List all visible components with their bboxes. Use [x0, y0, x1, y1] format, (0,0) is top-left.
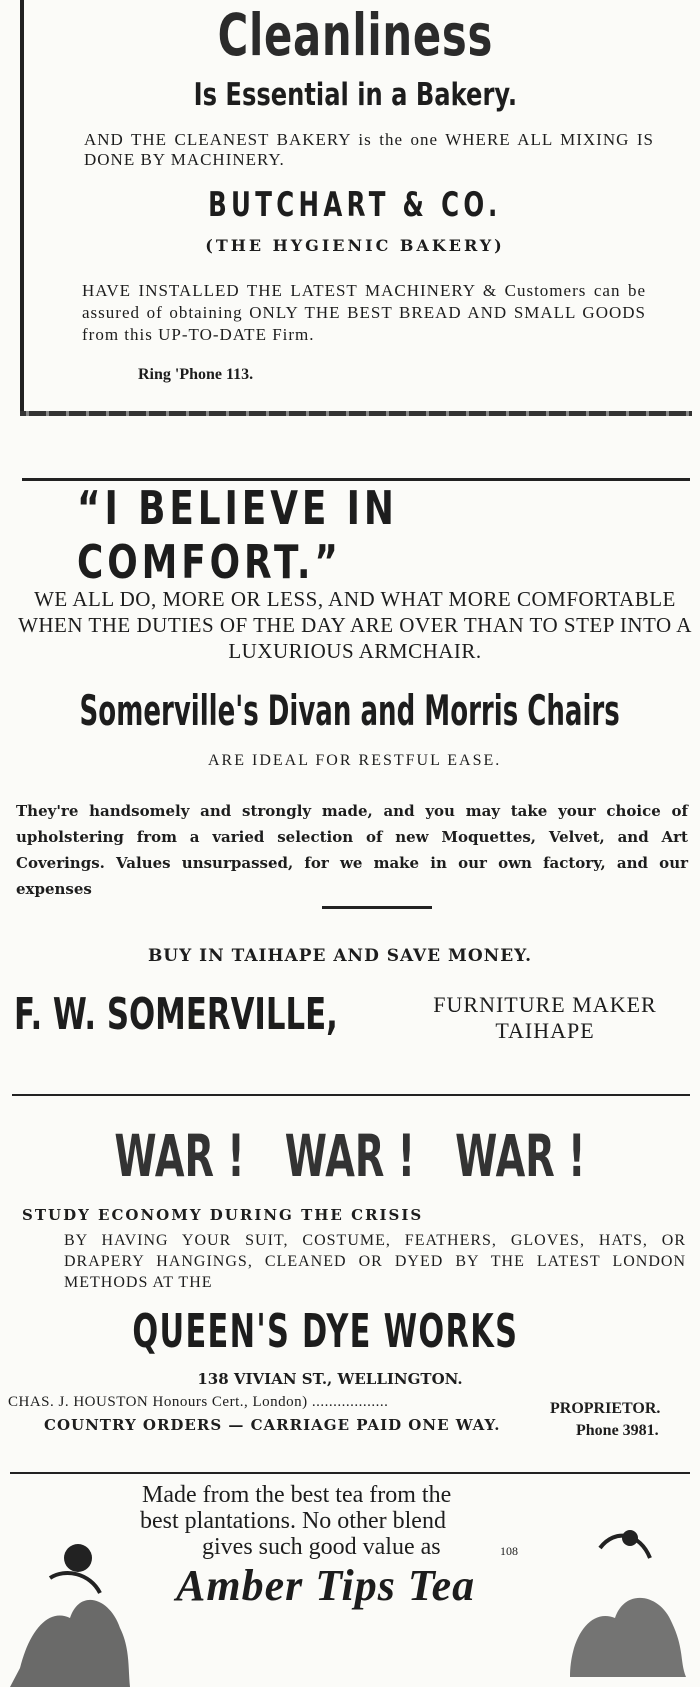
comfort-town: TAIHAPE [495, 1018, 595, 1043]
bakery-intro: AND THE CLEANEST BAKERY is the one WHERE ALL MIXING IS DONE BY MACHINERY. [84, 130, 654, 169]
ad-border-left [20, 0, 24, 412]
war-phone: Phone 3981. [576, 1422, 659, 1439]
war-study: STUDY ECONOMY DURING THE CRISIS [22, 1206, 424, 1224]
tea-line-2: best plantations. No other blend [140, 1508, 446, 1534]
comfort-maker: F. W. SOMERVILLE, [14, 988, 338, 1040]
divider [322, 906, 432, 909]
bakery-body: HAVE INSTALLED THE LATEST MACHINERY & Customers can be assured of obtaining ONLY THE BEST BREAD AND SMALL GOODS from this UP-TO-DATE Firm. [82, 281, 646, 344]
war-body: BY HAVING YOUR SUIT, COSTUME, FEATHERS, GLOVES, HATS, OR DRAPERY HANGINGS, CLEANED OR DYED BY THE LATEST LONDON METHODS AT THE [64, 1232, 686, 1291]
column-rule [12, 1094, 690, 1096]
ad-border-bottom [20, 411, 692, 416]
tea-bush-illustration-left [10, 1518, 140, 1687]
tea-ref: 108 [500, 1544, 518, 1558]
bakery-company: BUTCHART & CO. [208, 185, 502, 225]
tea-advertisement [0, 1478, 700, 1647]
comfort-trade: FURNITURE MAKER [433, 992, 657, 1017]
tea-brand: Amber Tips Tea [176, 1561, 476, 1610]
war-proprietor-title: PROPRIETOR. [550, 1400, 661, 1417]
comfort-slogan: BUY IN TAIHAPE AND SAVE MONEY. [147, 946, 533, 966]
bakery-phone: Ring 'Phone 113. [138, 366, 254, 383]
tea-line-3: gives such good value as [202, 1534, 441, 1560]
comfort-intro: WE ALL DO, MORE OR LESS, AND WHAT MORE COMFORTABLE WHEN THE DUTIES OF THE DAY ARE OVER THAN TO STEP INTO A LUXURIOUS ARMCHAIR. [18, 587, 692, 663]
war-company: QUEEN'S DYE WORKS [132, 1304, 518, 1358]
war-orders: COUNTRY ORDERS — CARRIAGE PAID ONE WAY. [44, 1416, 501, 1434]
comfort-headline: “I BELIEVE IN COMFORT.” [77, 481, 398, 589]
bakery-headline: Cleanliness [217, 1, 493, 69]
tea-line-1: Made from the best tea from the [142, 1482, 452, 1508]
bakery-tagline: (THE HYGIENIC BAKERY) [205, 236, 505, 255]
bakery-subheadline: Is Essential in a Bakery. [193, 77, 517, 113]
war-proprietor: CHAS. J. HOUSTON Honours Cert., London) .................. [8, 1394, 389, 1410]
dye-works-advertisement [0, 1118, 700, 1439]
bakery-advertisement [0, 0, 700, 418]
war-address: 138 VIVIAN ST., WELLINGTON. [197, 1370, 463, 1388]
furniture-advertisement [0, 481, 700, 1043]
comfort-body: They're handsomely and strongly made, and you may take your choice of upholstering from a varied selection of new Moquettes, Velvet, and Art Coverings. Values unsurpassed, for we make in our own factory, and our expenses [16, 802, 688, 898]
column-rule [10, 1472, 690, 1474]
war-headline: WAR ! WAR ! WAR ! [114, 1122, 586, 1190]
tea-bush-illustration-right [560, 1508, 690, 1677]
comfort-product-sub: ARE IDEAL FOR RESTFUL EASE. [208, 752, 502, 769]
comfort-product: Somerville's Divan and Morris Chairs [79, 685, 621, 735]
